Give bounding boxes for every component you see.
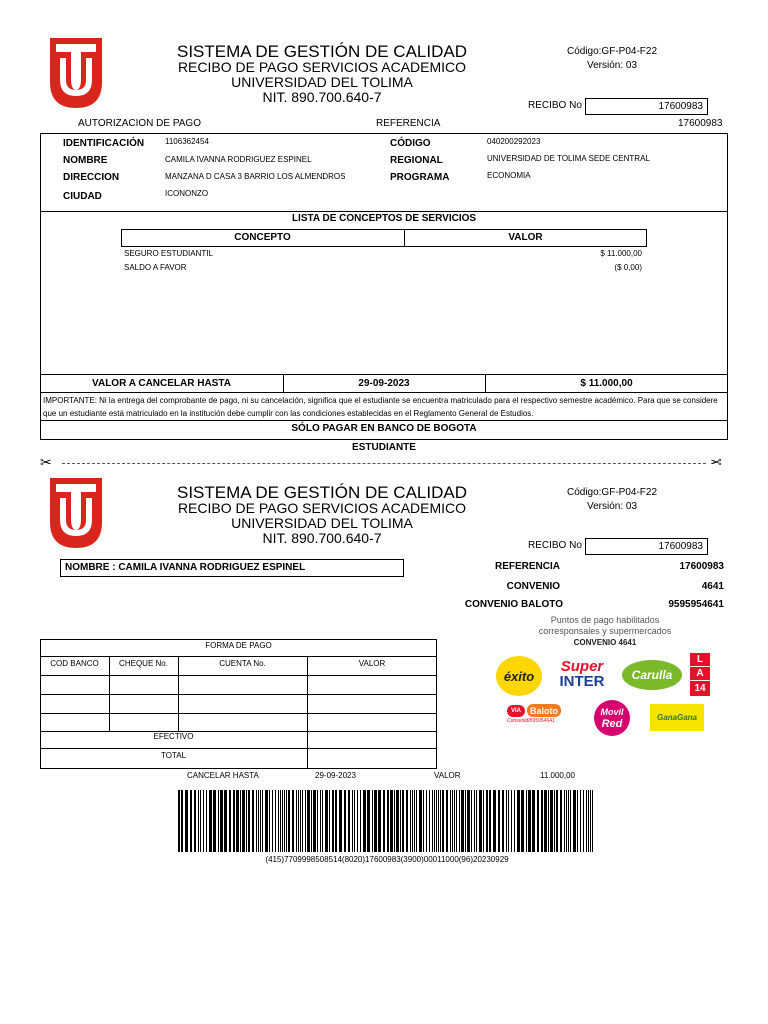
barcode-bar [332, 790, 334, 852]
valor-row-2: ($ 0,00) [614, 263, 642, 272]
barcode-bar [511, 790, 512, 852]
barcode-bar [344, 790, 346, 852]
logo-la14 [690, 653, 710, 696]
barcode-bar [541, 790, 543, 852]
barcode-bar [240, 790, 241, 852]
referencia-label: REFERENCIA [494, 561, 560, 572]
puntos-line2: corresponsales y supermercados [538, 626, 672, 636]
barcode-bar [194, 790, 196, 852]
subtitle-1: RECIBO DE PAGO SERVICIOS ACADEMICO [177, 59, 467, 75]
barcode-bar [483, 790, 484, 852]
barcode-bar [442, 790, 444, 852]
barcode-bar [446, 790, 448, 852]
barcode-bar [450, 790, 451, 852]
baloto-icon: Baloto [527, 704, 561, 717]
la14-l: L [690, 653, 710, 666]
valor-label: VALOR [434, 771, 461, 780]
barcode-bar [590, 790, 591, 852]
barcode-bar [406, 790, 408, 852]
barcode-bar [278, 790, 279, 852]
codigo-value: 040200292023 [487, 137, 541, 146]
barcode-bar [181, 790, 183, 852]
version-doc: Versión: 03 [586, 501, 638, 512]
version-doc: Versión: 03 [586, 60, 638, 71]
recibo-value: 17600983 [585, 538, 708, 555]
baloto-value: 9595954641 [668, 599, 724, 610]
barcode-bar [544, 790, 547, 852]
barcode-bar [580, 790, 581, 852]
barcode-bar [262, 790, 263, 852]
barcode-bar [320, 790, 321, 852]
valor-row-1: $ 11.000,00 [600, 249, 642, 258]
barcode-bar [256, 790, 257, 852]
col-cuenta: CUENTA No. [219, 659, 266, 668]
valor-total: $ 11.000,00 [580, 378, 633, 389]
barcode-bar [354, 790, 355, 852]
barcode-bar [218, 790, 219, 852]
forma-pago-heading: FORMA DE PAGO [205, 641, 272, 650]
barcode-bar [185, 790, 188, 852]
barcode-bar [198, 790, 199, 852]
barcode-bar [372, 790, 373, 852]
scissors-icon: ✂ [40, 454, 52, 470]
barcode-bar [206, 790, 207, 852]
scissors-icon: ✂ [710, 454, 722, 470]
barcode-bar [224, 790, 227, 852]
puntos-line1: Puntos de pago habilitados [550, 615, 660, 625]
divider [40, 675, 437, 676]
barcode-bar [348, 790, 350, 852]
barcode-bar [402, 790, 404, 852]
barcode-bar [429, 790, 430, 852]
programa-value: ECONOMIA [487, 171, 531, 180]
barcode-bar [476, 790, 477, 852]
barcode-bar [258, 790, 259, 852]
barcode-bar [454, 790, 455, 852]
divider [40, 748, 437, 749]
identificacion-label: IDENTIFICACIÓN [63, 138, 145, 149]
divider [40, 392, 728, 393]
barcode-bar [339, 790, 342, 852]
barcode-bar [566, 790, 567, 852]
barcode-bar [502, 790, 504, 852]
codigo-doc: Código:GF-P04-F22 [566, 487, 658, 498]
recibo-label: RECIBO No [528, 100, 582, 111]
barcode-bar [300, 790, 301, 852]
conceptos-heading: LISTA DE CONCEPTOS DE SERVICIOS [291, 213, 477, 224]
barcode-bar [307, 790, 310, 852]
la14-14: 14 [690, 681, 710, 696]
movil-text: Movil [600, 707, 624, 717]
direccion-label: DIRECCION [63, 172, 120, 183]
barcode-bar [459, 790, 460, 852]
barcode-bar [573, 790, 576, 852]
direccion-value: MANZANA D CASA 3 BARRIO LOS ALMENDROS [165, 172, 346, 181]
barcode-bar [357, 790, 358, 852]
barcode-bar [426, 790, 427, 852]
barcode-bar [292, 790, 294, 852]
ciudad-value: ICONONZO [165, 189, 209, 198]
barcode-bar [288, 790, 290, 852]
barcode-bar [498, 790, 500, 852]
cut-line [62, 463, 706, 464]
valor-a-cancelar-label: VALOR A CANCELAR HASTA [92, 378, 231, 389]
barcode-bar [378, 790, 381, 852]
barcode-bar [419, 790, 422, 852]
doc-title [142, 485, 502, 546]
divider [307, 656, 308, 769]
convenio-label: CONVENIO [506, 581, 560, 592]
barcode-bar [588, 790, 589, 852]
nit: NIT. 890.700.640-7 [262, 530, 382, 546]
referencia-value: 17600983 [679, 561, 724, 572]
convenio-value: 4641 [701, 581, 724, 592]
barcode-bar [521, 790, 524, 852]
barcode [176, 790, 598, 852]
title: SISTEMA DE GESTIÓN DE CALIDAD [176, 42, 467, 61]
estudiante-label: ESTUDIANTE [352, 442, 416, 453]
barcode-bar [440, 790, 441, 852]
barcode-bar [461, 790, 464, 852]
barcode-bar [465, 790, 466, 852]
col-valor: VALOR [508, 232, 543, 243]
barcode-bar [506, 790, 507, 852]
barcode-bar [317, 790, 318, 852]
barcode-bar [434, 790, 435, 852]
subtitle-1: RECIBO DE PAGO SERVICIOS ACADEMICO [177, 500, 467, 516]
superinter-super: Super [560, 658, 604, 675]
cancelar-hasta-fecha: 29-09-2023 [315, 771, 356, 780]
baloto-sub1: Convenio [507, 718, 529, 724]
barcode-bar [313, 790, 316, 852]
barcode-bar [577, 790, 578, 852]
logo-superinter [549, 659, 615, 693]
logo-carulla: Carulla [622, 660, 682, 690]
col-cheque: CHEQUE No. [119, 659, 168, 668]
via-icon: VIA [507, 705, 525, 717]
divider [40, 694, 437, 695]
barcode-bar [414, 790, 415, 852]
barcode-bar [410, 790, 411, 852]
col-cod-banco: COD BANCO [50, 659, 99, 668]
barcode-bar [286, 790, 287, 852]
barcode-bar [489, 790, 491, 852]
barcode-bar [514, 790, 515, 852]
barcode-bar [387, 790, 389, 852]
superinter-inter: INTER [559, 673, 605, 690]
fecha-limite: 29-09-2023 [358, 378, 410, 389]
barcode-bar [335, 790, 337, 852]
nombre-label: NOMBRE [63, 155, 108, 166]
barcode-bar [178, 790, 180, 852]
barcode-bar [432, 790, 433, 852]
barcode-bar [592, 790, 593, 852]
barcode-bar [190, 790, 192, 852]
barcode-bar [556, 790, 558, 852]
barcode-bar [280, 790, 281, 852]
red-text: Red [601, 718, 623, 730]
puntos-line3: CONVENIO 4641 [573, 638, 637, 647]
barcode-bar [471, 790, 472, 852]
barcode-bar [423, 790, 424, 852]
barcode-bar [302, 790, 303, 852]
barcode-bar [537, 790, 539, 852]
subtitle-2: UNIVERSIDAD DEL TOLIMA [231, 74, 413, 90]
efectivo-label: EFECTIVO [153, 732, 194, 741]
barcode-bar [532, 790, 535, 852]
barcode-bar [367, 790, 370, 852]
col-valor: VALOR [358, 659, 386, 668]
barcode-bar [394, 790, 395, 852]
valor-amount: 11.000,00 [540, 771, 575, 780]
logo-movilred [594, 700, 630, 736]
la14-a: A [690, 667, 710, 680]
barcode-bar [242, 790, 245, 852]
barcode-bar [248, 790, 250, 852]
barcode-bar [508, 790, 509, 852]
concepto-row-2: SALDO A FAVOR [124, 263, 187, 272]
logo-ut [50, 38, 102, 108]
codigo-label: CÓDIGO [390, 138, 431, 149]
regional-value: UNIVERSIDAD DE TOLIMA SEDE CENTRAL [487, 154, 650, 163]
cancelar-hasta-label: CANCELAR HASTA [187, 771, 259, 780]
barcode-bar [570, 790, 571, 852]
importante-note: IMPORTANTE: Ni la entrega del comprobante de pago, ni su cancelación, significa que el estudiante se encuentra matriculado para el respectivo semestre académico. Para que se considere que un estudiante está matriculado en la institución debe cumplir con las condiciones establecidas en el Reglamento General de Estudios. [43, 396, 718, 418]
divider [40, 420, 728, 421]
barcode-bar [296, 790, 297, 852]
nit: NIT. 890.700.640-7 [262, 89, 382, 105]
baloto-sub2: 9595954641 [527, 718, 555, 724]
barcode-bar [452, 790, 453, 852]
barcode-bar [252, 790, 254, 852]
divider [40, 374, 728, 375]
barcode-bar [272, 790, 273, 852]
barcode-bar [260, 790, 261, 852]
barcode-bar [352, 790, 353, 852]
referencia-label: REFERENCIA [376, 118, 441, 129]
puntos-heading [530, 615, 680, 648]
barcode-bar [583, 790, 584, 852]
barcode-bar [275, 790, 276, 852]
barcode-bar [236, 790, 239, 852]
barcode-bar [203, 790, 204, 852]
barcode-bar [586, 790, 587, 852]
concepto-row-1: SEGURO ESTUDIANTIL [124, 249, 213, 258]
barcode-bar [493, 790, 496, 852]
recibo-label: RECIBO No [528, 540, 582, 551]
referencia-value: 17600983 [678, 118, 723, 129]
barcode-bar [560, 790, 562, 852]
doc-title [142, 44, 502, 105]
barcode-bar [246, 790, 247, 852]
barcode-bar [396, 790, 399, 852]
barcode-text: (415)7709998508514(8020)17600983(3900)00011000(96)20230929 [265, 855, 509, 864]
barcode-bar [213, 790, 216, 852]
barcode-bar [282, 790, 283, 852]
barcode-bar [436, 790, 437, 852]
barcode-bar [564, 790, 565, 852]
barcode-bar [526, 790, 527, 852]
barcode-bar [322, 790, 323, 852]
subtitle-2: UNIVERSIDAD DEL TOLIMA [231, 515, 413, 531]
barcode-bar [325, 790, 328, 852]
solo-pagar: SÓLO PAGAR EN BANCO DE BOGOTA [291, 423, 477, 434]
barcode-bar [363, 790, 366, 852]
barcode-bar [486, 790, 488, 852]
barcode-bar [220, 790, 223, 852]
logo-ut [50, 478, 102, 548]
barcode-bar [568, 790, 569, 852]
barcode-bar [200, 790, 201, 852]
barcode-bar [265, 790, 268, 852]
barcode-bar [383, 790, 385, 852]
barcode-bar [298, 790, 299, 852]
divider [40, 656, 437, 657]
barcode-bar [517, 790, 520, 852]
autorizacion-label: AUTORIZACION DE PAGO [78, 118, 201, 129]
barcode-bar [233, 790, 235, 852]
barcode-bar [311, 790, 312, 852]
ciudad-label: CIUDAD [63, 191, 102, 202]
barcode-bar [209, 790, 212, 852]
barcode-bar [479, 790, 482, 852]
barcode-bar [467, 790, 470, 852]
barcode-bar [438, 790, 439, 852]
barcode-bar [229, 790, 231, 852]
barcode-bar [528, 790, 531, 852]
barcode-bar [412, 790, 413, 852]
barcode-bar [474, 790, 475, 852]
programa-label: PROGRAMA [390, 172, 450, 183]
barcode-bar [360, 790, 361, 852]
identificacion-value: 1106362454 [165, 137, 209, 146]
barcode-bar [400, 790, 401, 852]
barcode-bar [269, 790, 270, 852]
recibo-value: 17600983 [585, 98, 708, 115]
barcode-bar [284, 790, 285, 852]
barcode-bar [554, 790, 555, 852]
regional-label: REGIONAL [390, 155, 443, 166]
barcode-bar [374, 790, 377, 852]
barcode-bar [550, 790, 553, 852]
nombre-box: NOMBRE : CAMILA IVANNA RODRIGUEZ ESPINEL [60, 559, 404, 577]
barcode-bar [305, 790, 306, 852]
title: SISTEMA DE GESTIÓN DE CALIDAD [176, 483, 467, 502]
codigo-doc: Código:GF-P04-F22 [566, 46, 658, 57]
total-label: TOTAL [160, 751, 187, 760]
barcode-bar [548, 790, 549, 852]
nombre-value: CAMILA IVANNA RODRIGUEZ ESPINEL [165, 155, 312, 164]
logo-exito: éxito [496, 656, 542, 696]
barcode-bar [416, 790, 417, 852]
barcode-bar [329, 790, 330, 852]
divider [40, 713, 437, 714]
logo-ganagana: GanaGana [650, 704, 704, 731]
col-concepto: CONCEPTO [234, 232, 291, 243]
barcode-bar [456, 790, 457, 852]
divider [40, 211, 728, 212]
logo-baloto [507, 704, 585, 736]
baloto-label: CONVENIO BALOTO [464, 599, 563, 610]
barcode-bar [390, 790, 393, 852]
